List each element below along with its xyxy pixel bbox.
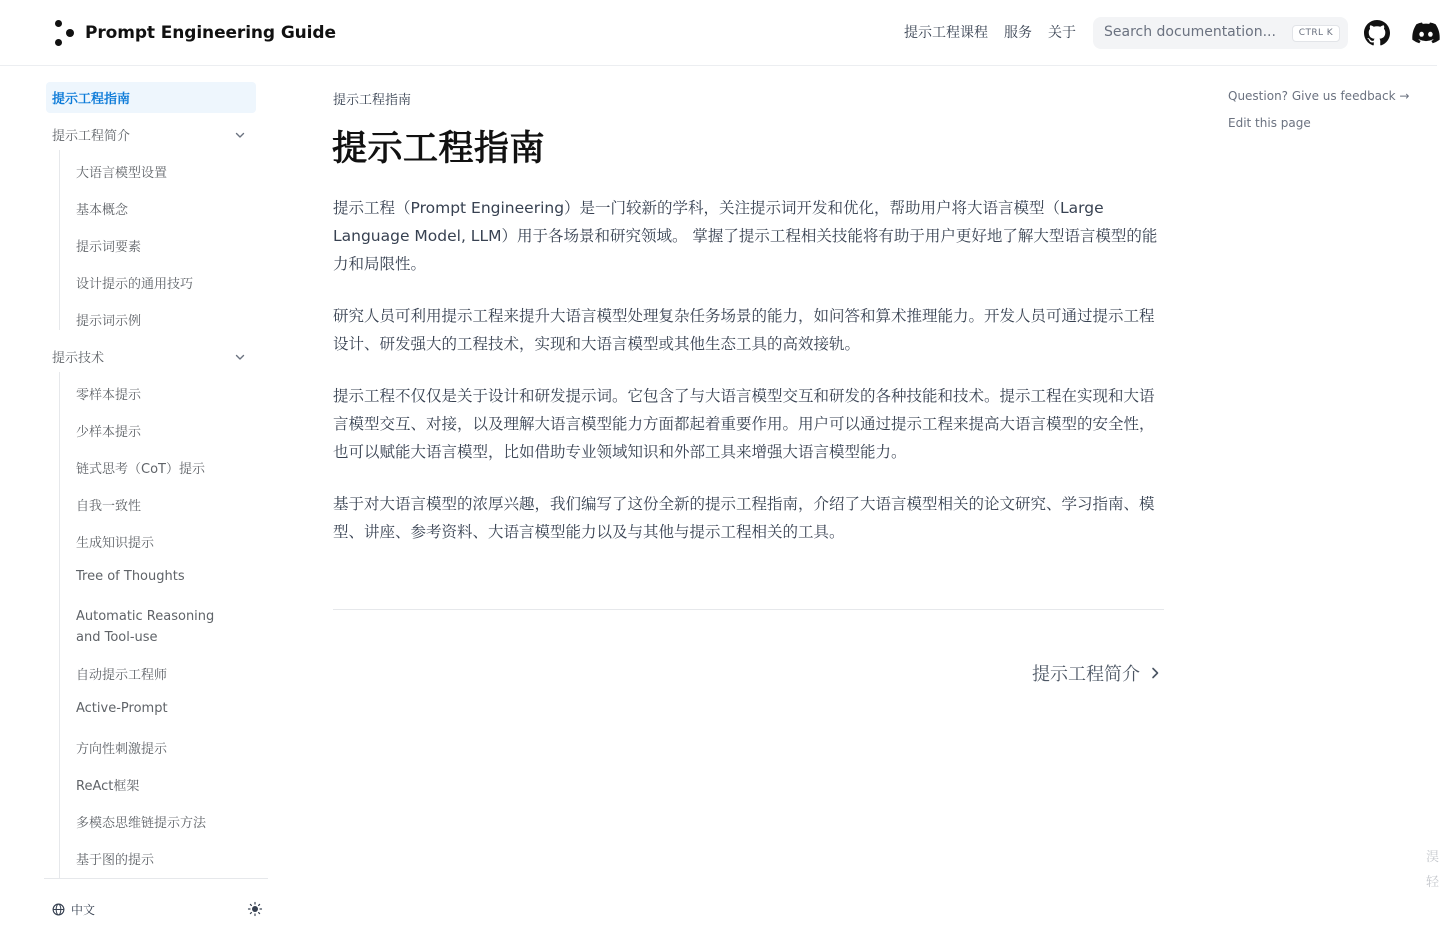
github-icon[interactable] xyxy=(1364,20,1390,46)
edge-text: 轻 xyxy=(1426,875,1440,890)
search-input[interactable] xyxy=(1093,17,1348,49)
discord-icon[interactable] xyxy=(1412,22,1440,44)
top-navbar xyxy=(0,0,1437,66)
chevron-down-icon[interactable] xyxy=(234,351,246,363)
sidebar xyxy=(44,80,268,880)
sidebar-item-graph-prompting[interactable]: 基于图的提示 xyxy=(76,853,155,868)
page-title: 提示工程指南 xyxy=(332,129,546,169)
sidebar-item-tips[interactable]: 设计提示的通用技巧 xyxy=(76,277,194,292)
edge-text: 淏 xyxy=(1426,850,1440,865)
sidebar-item-tot[interactable]: Tree of Thoughts xyxy=(76,569,185,584)
sidebar-item-examples[interactable]: 提示词示例 xyxy=(76,314,142,329)
edit-page-link[interactable]: Edit this page xyxy=(1228,116,1311,130)
sidebar-item-elements[interactable]: 提示词要素 xyxy=(76,240,142,255)
sidebar-item-cot[interactable]: 链式思考（CoT）提示 xyxy=(76,462,205,477)
sidebar-item-ape[interactable]: 自动提示工程师 xyxy=(76,668,168,683)
sidebar-item-zeroshot[interactable]: 零样本提示 xyxy=(76,388,142,403)
search-shortcut-badge: CTRL K xyxy=(1292,25,1340,42)
sidebar-item-fewshot[interactable]: 少样本提示 xyxy=(76,425,142,440)
site-logo[interactable] xyxy=(52,20,336,46)
sidebar-item-art[interactable]: Automatic Reasoning and Tool-use xyxy=(76,609,215,645)
nav-link-course[interactable]: 提示工程课程 xyxy=(904,25,988,41)
content-paragraph: 提示工程不仅仅是关于设计和研发提示词。它包含了与大语言模型交互和研发的各种技能和技术。提示工程在实现和大语言模型交互、对接，以及理解大语言模型能力方面都起着重要作用。用户可以通过提示工程来提高大语言模型的安全性，也可以赋能大语言模型，比如借助专业领域知识和外部工具来增强大语言模型能力。 xyxy=(333,387,1155,461)
sidebar-item-active-prompt[interactable]: Active-Prompt xyxy=(76,701,168,716)
language-switcher[interactable] xyxy=(52,901,95,918)
content-divider xyxy=(333,609,1164,610)
chevron-down-icon[interactable] xyxy=(234,129,246,141)
sidebar-item-multimodal-cot[interactable]: 多模态思维链提示方法 xyxy=(76,816,207,831)
content-paragraph: 提示工程（Prompt Engineering）是一门较新的学科，关注提示词开发和优化，帮助用户将大语言模型（Large Language Model, LLM）用于各场景和研究领域。 掌握了提示工程相关技能将有助于用户更好地了解大型语言模型的能力和局限性。 xyxy=(333,199,1158,273)
breadcrumb: 提示工程指南 xyxy=(333,93,412,108)
site-title[interactable]: Prompt Engineering Guide xyxy=(85,23,336,43)
sun-icon[interactable] xyxy=(247,901,263,917)
feedback-link[interactable]: Question? Give us feedback → xyxy=(1228,89,1410,103)
language-label: 中文 xyxy=(71,903,96,917)
sidebar-item-basics[interactable]: 基本概念 xyxy=(76,203,129,218)
search-placeholder: Search documentation... xyxy=(1104,24,1276,40)
content-paragraph: 基于对大语言模型的浓厚兴趣，我们编写了这份全新的提示工程指南，介绍了大语言模型相关的论文研究、学习指南、模型、讲座、参考资料、大语言模型能力以及与其他与提示工程相关的工具。 xyxy=(333,495,1155,541)
sidebar-tree-line xyxy=(59,150,60,330)
sidebar-footer-divider xyxy=(44,878,268,879)
sidebar-item-llm-settings[interactable]: 大语言模型设置 xyxy=(76,166,168,181)
sidebar-item-consistency[interactable]: 自我一致性 xyxy=(76,499,142,514)
globe-icon xyxy=(52,903,65,916)
next-page-label: 提示工程简介 xyxy=(1032,664,1140,685)
sidebar-item-guide[interactable]: 提示工程指南 xyxy=(52,92,131,107)
sidebar-item-dsp[interactable]: 方向性刺激提示 xyxy=(76,742,168,757)
sidebar-item-react[interactable]: ReAct框架 xyxy=(76,779,140,794)
content-paragraph: 研究人员可利用提示工程来提升大语言模型处理复杂任务场景的能力，如问答和算术推理能力。开发人员可通过提示工程设计、研发强大的工程技术，实现和大语言模型或其他生态工具的高效接轨。 xyxy=(333,307,1155,353)
sidebar-section-techniques[interactable]: 提示技术 xyxy=(52,351,105,366)
sidebar-tree-line xyxy=(59,372,60,878)
chevron-right-icon xyxy=(1148,666,1162,680)
sidebar-item-knowledge[interactable]: 生成知识提示 xyxy=(76,536,155,551)
logo-icon xyxy=(52,20,76,46)
sidebar-section-introduction[interactable]: 提示工程简介 xyxy=(52,129,131,144)
next-page-link[interactable] xyxy=(1032,660,1162,686)
nav-link-about[interactable]: 关于 xyxy=(1048,25,1076,41)
nav-link-services[interactable]: 服务 xyxy=(1004,25,1032,41)
